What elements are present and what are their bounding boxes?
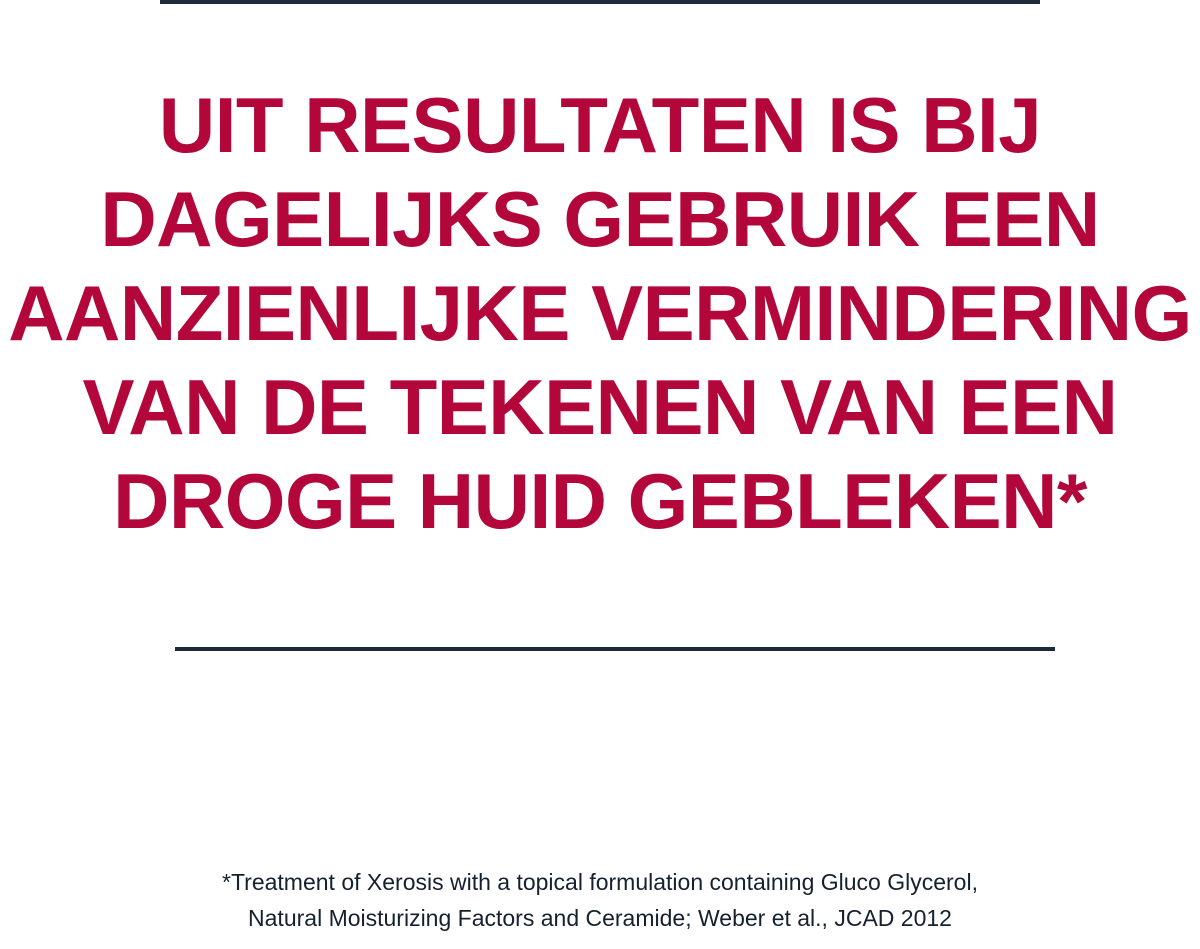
headline-line-3: AANZIENLIJKE VERMINDERING (8, 269, 1192, 357)
footnote-line-2: Natural Moisturizing Factors and Ceramide; Weber et al., JCAD 2012 (248, 905, 952, 931)
bottom-divider (175, 647, 1055, 651)
footnote (0, 864, 1200, 936)
headline-line-1: UIT RESULTATEN IS BIJ (158, 81, 1042, 169)
headline-line-4: VAN DE TEKENEN VAN EEN (82, 363, 1118, 451)
headline (0, 78, 1200, 548)
top-divider (160, 0, 1040, 4)
headline-line-5: DROGE HUID GEBLEKEN* (113, 457, 1087, 545)
headline-line-2: DAGELIJKS GEBRUIK EEN (100, 175, 1100, 263)
footnote-line-1: *Treatment of Xerosis with a topical formulation containing Gluco Glycerol, (222, 869, 978, 895)
